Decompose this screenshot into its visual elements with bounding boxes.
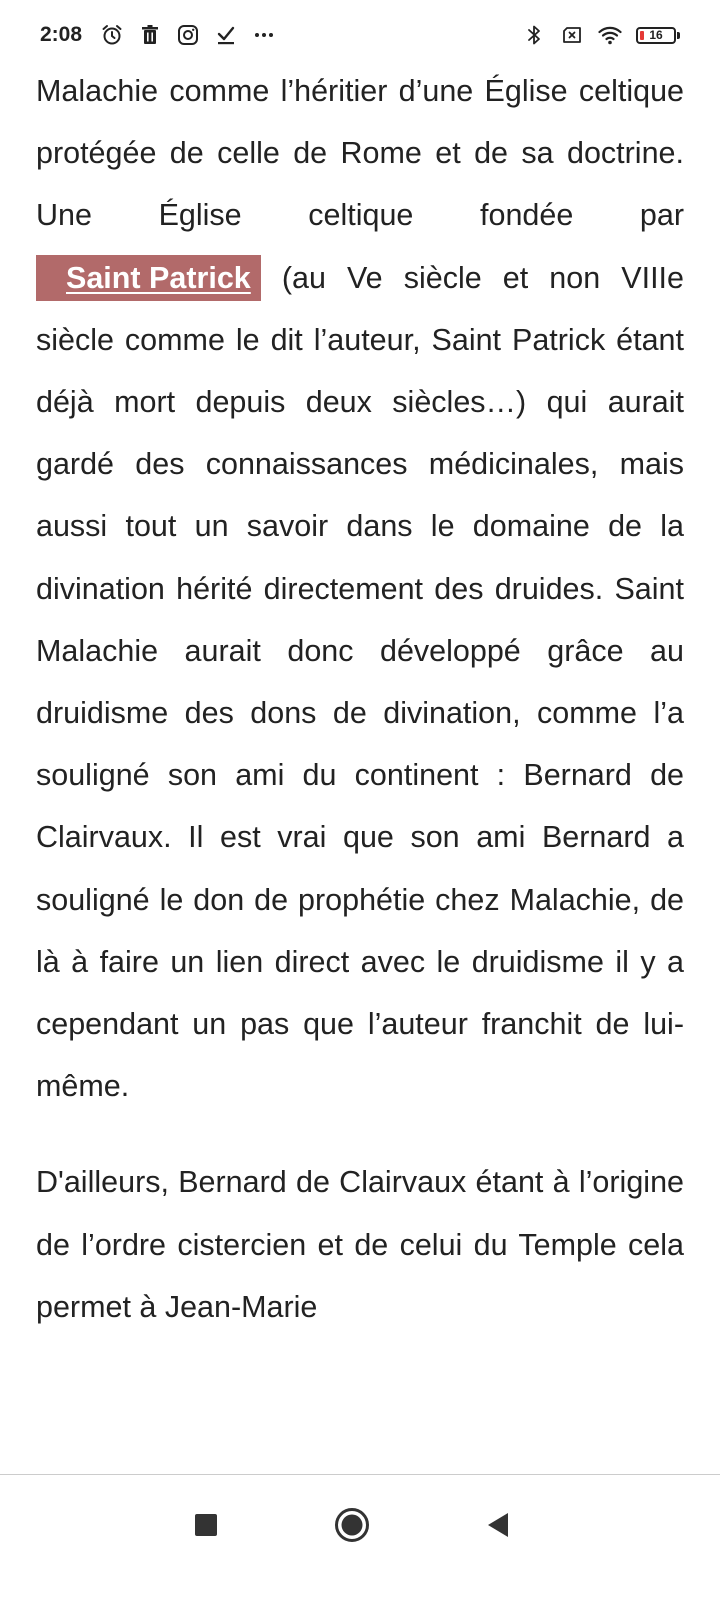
battery-level: 16 <box>649 28 663 42</box>
more-dots-icon <box>252 23 276 47</box>
no-sim-icon <box>560 23 584 47</box>
alarm-icon <box>100 23 124 47</box>
battery-cap <box>677 32 680 39</box>
status-right <box>522 23 680 47</box>
bluetooth-icon <box>522 23 546 47</box>
navigation-bar <box>0 1475 720 1600</box>
trash-icon <box>138 23 162 47</box>
article-paragraph <box>36 60 684 1117</box>
home-button[interactable] <box>328 1501 376 1549</box>
status-time: 2:08 <box>40 23 83 46</box>
battery-icon <box>636 27 680 44</box>
paragraph-text: (au Ve siècle et non VIIIe siècle comme le dit l’auteur, Saint Patrick étant déjà mort depuis deux siècles…) qui aurait gardé des connaissances médicinales, mais aussi tout un savoir dans le domaine de la divination hérité directement des druides. Saint Malachie aurait donc développé grâce au druidisme des dons de divination, comme l’a souligné son ami du continent : Bernard de Clairvaux. Il est vrai que son ami Bernard a souligné le don de prophétie chez Malachie, de là à faire un lien direct avec le druidisme il y a cependant un pas que l’auteur franchit de lui-même. <box>36 260 684 1104</box>
wifi-icon <box>598 23 622 47</box>
article-paragraph: D'ailleurs, Bernard de Clairvaux étant à l’origine de l’ordre cistercien et de celui du Temple cela permet à Jean-Marie <box>36 1165 684 1324</box>
paragraph-text: Malachie comme l’héritier d’une Église celtique protégée de celle de Rome et de sa doctrine. Une Église celtique fondée par <box>36 74 684 233</box>
saint-patrick-link[interactable]: Saint Patrick <box>36 255 261 301</box>
recents-button[interactable] <box>182 1501 230 1549</box>
status-left <box>40 23 276 47</box>
back-icon <box>478 1505 518 1545</box>
battery-body <box>636 27 676 44</box>
instagram-icon <box>176 23 200 47</box>
back-button[interactable] <box>474 1501 522 1549</box>
battery-fill <box>640 31 644 40</box>
recents-icon <box>186 1505 226 1545</box>
download-done-icon <box>214 23 238 47</box>
home-icon <box>332 1505 372 1545</box>
article-body <box>36 60 684 1338</box>
